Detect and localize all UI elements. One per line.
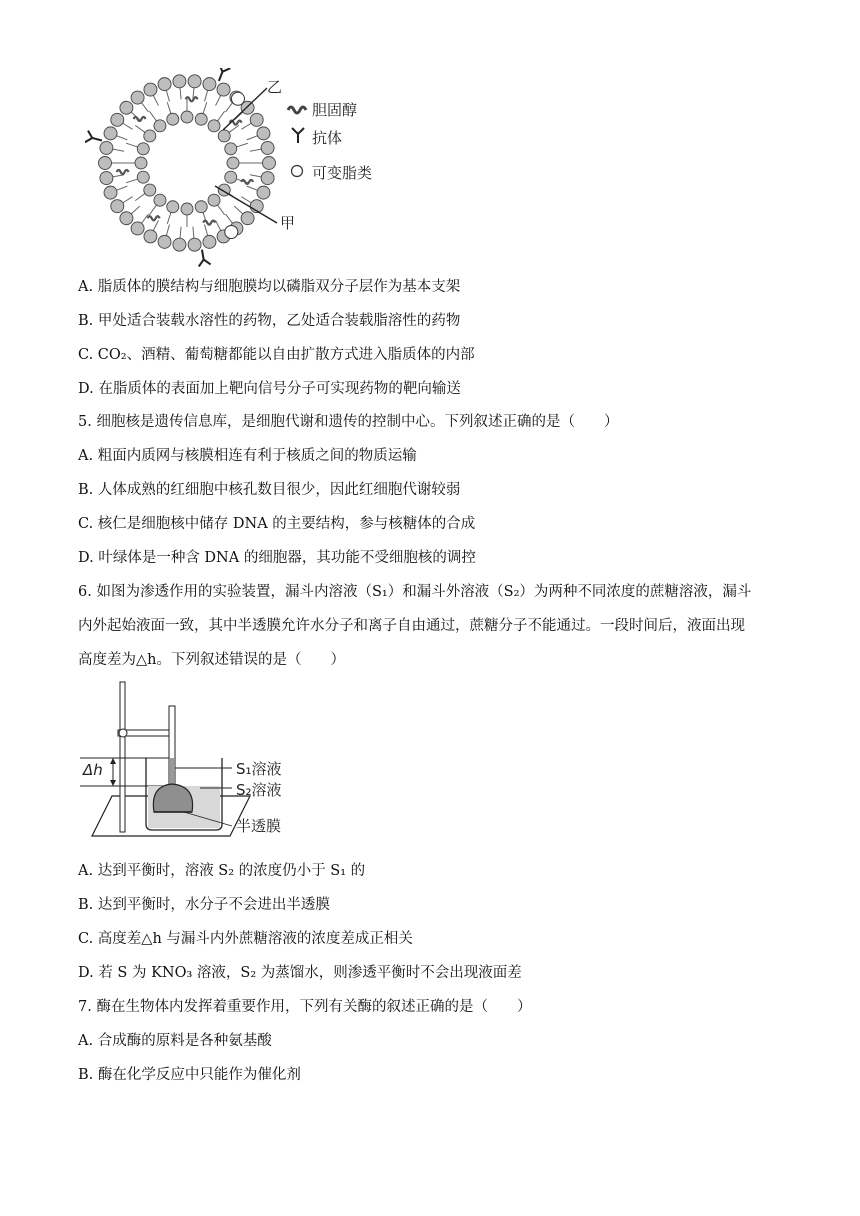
q6-option-c: C. 高度差△h 与漏斗内外蔗糖溶液的浓度差成正相关 — [78, 931, 413, 947]
label-jia: 甲 — [280, 214, 296, 232]
q5-option-c: C. 核仁是细胞核中储存 DNA 的主要结构，参与核糖体的合成 — [78, 516, 476, 532]
s1-solution-label: S₁溶液 — [236, 760, 282, 778]
q6-stem-line-2: 内外起始液面一致，其中半透膜允许水分子和离子自由通过，蔗糖分子不能通过。一段时间后，液面出现 — [78, 618, 745, 634]
q5-stem: 5. 细胞核是遗传信息库，是细胞代谢和遗传的控制中心。下列叙述正确的是（ ） — [78, 414, 619, 430]
q5-option-a: A. 粗面内质网与核膜相连有利于核质之间的物质运输 — [78, 448, 417, 464]
q7-stem: 7. 酶在生物体内发挥着重要作用，下列有关酶的叙述正确的是（ ） — [78, 999, 532, 1015]
q6-option-b: B. 达到平衡时，水分子不会进出半透膜 — [78, 897, 330, 913]
cholesterol-icon — [286, 100, 310, 116]
q6-option-a: A. 达到平衡时，溶液 S₂ 的浓度仍小于 S₁ 的 — [78, 863, 366, 879]
legend-variable-lipid: 可变脂类 — [312, 164, 373, 182]
q7-option-b: B. 酶在化学反应中只能作为催化剂 — [78, 1067, 301, 1083]
antibody-icon — [290, 126, 306, 144]
legend-cholesterol: 胆固醇 — [312, 101, 358, 119]
legend-antibody: 抗体 — [312, 129, 343, 147]
q4-option-d: D. 在脂质体的表面加上靶向信号分子可实现药物的靶向输送 — [78, 381, 461, 397]
label-yi: 乙 — [267, 78, 283, 96]
q7-option-a: A. 合成酶的原料是各种氨基酸 — [78, 1033, 272, 1049]
q4-option-a: A. 脂质体的膜结构与细胞膜均以磷脂双分子层作为基本支架 — [78, 279, 461, 295]
variable-lipid-icon — [290, 164, 304, 178]
delta-h-label: Δh — [83, 761, 103, 779]
q6-stem-line-3: 高度差为△h。下列叙述错误的是（ ） — [78, 652, 345, 668]
q6-option-d: D. 若 S 为 KNO₃ 溶液，S₂ 为蒸馏水，则渗透平衡时不会出现液面差 — [78, 965, 522, 981]
q5-option-b: B. 人体成熟的红细胞中核孔数目很少，因此红细胞代谢较弱 — [78, 482, 461, 498]
semipermeable-membrane-label: 半透膜 — [236, 817, 282, 835]
q5-option-d: D. 叶绿体是一种含 DNA 的细胞器，其功能不受细胞核的调控 — [78, 550, 476, 566]
s2-solution-label: S₂溶液 — [236, 781, 282, 799]
q4-option-b: B. 甲处适合装载水溶性的药物，乙处适合装载脂溶性的药物 — [78, 313, 461, 329]
q6-stem-line-1: 6. 如图为渗透作用的实验装置，漏斗内溶液（S₁）和漏斗外溶液（S₂）为两种不同浓度的蔗糖溶液，漏斗 — [78, 584, 752, 600]
q4-option-c: C. CO₂、酒精、葡萄糖都能以自由扩散方式进入脂质体的内部 — [78, 347, 475, 363]
